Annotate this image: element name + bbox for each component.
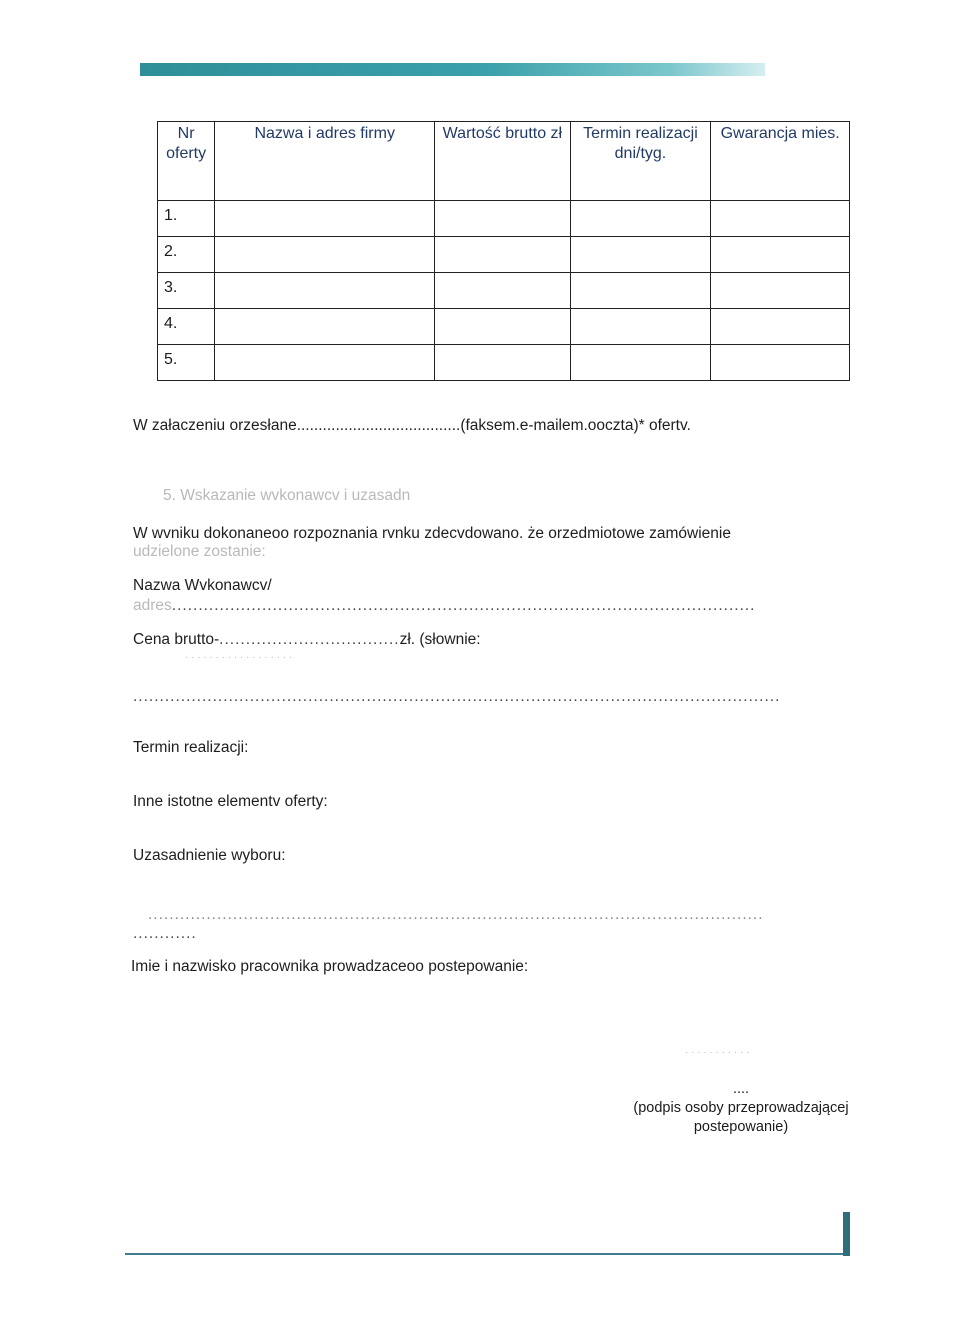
- signature-dotted-line: · · · · · · · · · · ·: [685, 1047, 750, 1058]
- intro-line-1: W wvniku dokonaneoo rozpoznania rvnku zdecvdowano. że orzedmiotowe zamówienie: [133, 525, 731, 542]
- row-number: 1.: [158, 201, 215, 237]
- signature-caption-1: (podpis osoby przeprowadzającej: [633, 1100, 849, 1116]
- table-row: [158, 309, 850, 345]
- dotted-line: ....................................................................................................................: [148, 906, 764, 923]
- dotted-line: ............: [133, 925, 197, 942]
- header-nr: Nr oferty: [158, 122, 215, 201]
- faint-dotted-line: · · · · · · · · · · · · · · · · · ·: [185, 652, 293, 663]
- justification-label: Uzasadnienie wyboru:: [133, 847, 286, 864]
- cell-empty: [215, 309, 435, 345]
- intro-line-2: udzielone zostanie:: [133, 543, 266, 560]
- cell-empty: [215, 273, 435, 309]
- footer-rule: [125, 1253, 847, 1255]
- cell-empty: [215, 201, 435, 237]
- address-dots: ..............................................................................................................: [171, 597, 756, 614]
- cell-empty: [570, 273, 711, 309]
- cell-empty: [570, 345, 711, 381]
- cell-empty: [570, 309, 711, 345]
- header-term: Termin realizacji dni/tyg.: [570, 122, 711, 201]
- signature-dots: ....: [732, 1081, 750, 1097]
- term-label: Termin realizacji:: [133, 739, 249, 756]
- cell-empty: [435, 237, 570, 273]
- price-dots: ..................................: [219, 631, 400, 648]
- cell-empty: [570, 237, 711, 273]
- footer-mark: [843, 1212, 850, 1256]
- cell-empty: [435, 273, 570, 309]
- table-row: [158, 237, 850, 273]
- cell-empty: [215, 237, 435, 273]
- table-row: [158, 345, 850, 381]
- table-row: [158, 201, 850, 237]
- contractor-label: Nazwa Wvkonawcv/: [133, 577, 272, 594]
- header-value: Wartość brutto zł: [435, 122, 570, 201]
- row-number: 2.: [158, 237, 215, 273]
- attachment-line: W załaczeniu orzesłane......................................(faksem.e-mailem.ooczta)* ofertv.: [133, 417, 691, 434]
- other-elements-label: Inne istotne elementv oferty:: [133, 793, 328, 810]
- offers-table: [157, 121, 850, 381]
- cell-empty: [435, 201, 570, 237]
- employee-label: Imie i nazwisko pracownika prowadzaceoo postepowanie:: [131, 958, 529, 975]
- price-label: Cena brutto-: [133, 631, 220, 648]
- address-line: [133, 597, 756, 615]
- cell-empty: [435, 309, 570, 345]
- cell-empty: [711, 345, 850, 381]
- table-row: [158, 273, 850, 309]
- row-number: 5.: [158, 345, 215, 381]
- cell-empty: [215, 345, 435, 381]
- cell-empty: [570, 201, 711, 237]
- row-number: 3.: [158, 273, 215, 309]
- cell-empty: [711, 201, 850, 237]
- section-heading: 5. Wskazanie wvkonawcv i uzasadn: [163, 487, 411, 504]
- cell-empty: [711, 273, 850, 309]
- row-number: 4.: [158, 309, 215, 345]
- cell-empty: [711, 309, 850, 345]
- signature-block: [616, 1080, 866, 1137]
- header-company: Nazwa i adres firmy: [215, 122, 435, 201]
- cell-empty: [435, 345, 570, 381]
- cell-empty: [711, 237, 850, 273]
- address-label: adres: [133, 597, 172, 614]
- table-header-row: [158, 122, 850, 201]
- header-warranty: Gwarancja mies.: [711, 122, 850, 201]
- signature-caption-2: postepowanie): [693, 1119, 789, 1135]
- price-line: [133, 631, 481, 649]
- dotted-line: ..........................................................................................................................: [133, 688, 781, 705]
- price-suffix: zł. (słownie:: [399, 631, 481, 648]
- header-color-bar: [140, 63, 765, 76]
